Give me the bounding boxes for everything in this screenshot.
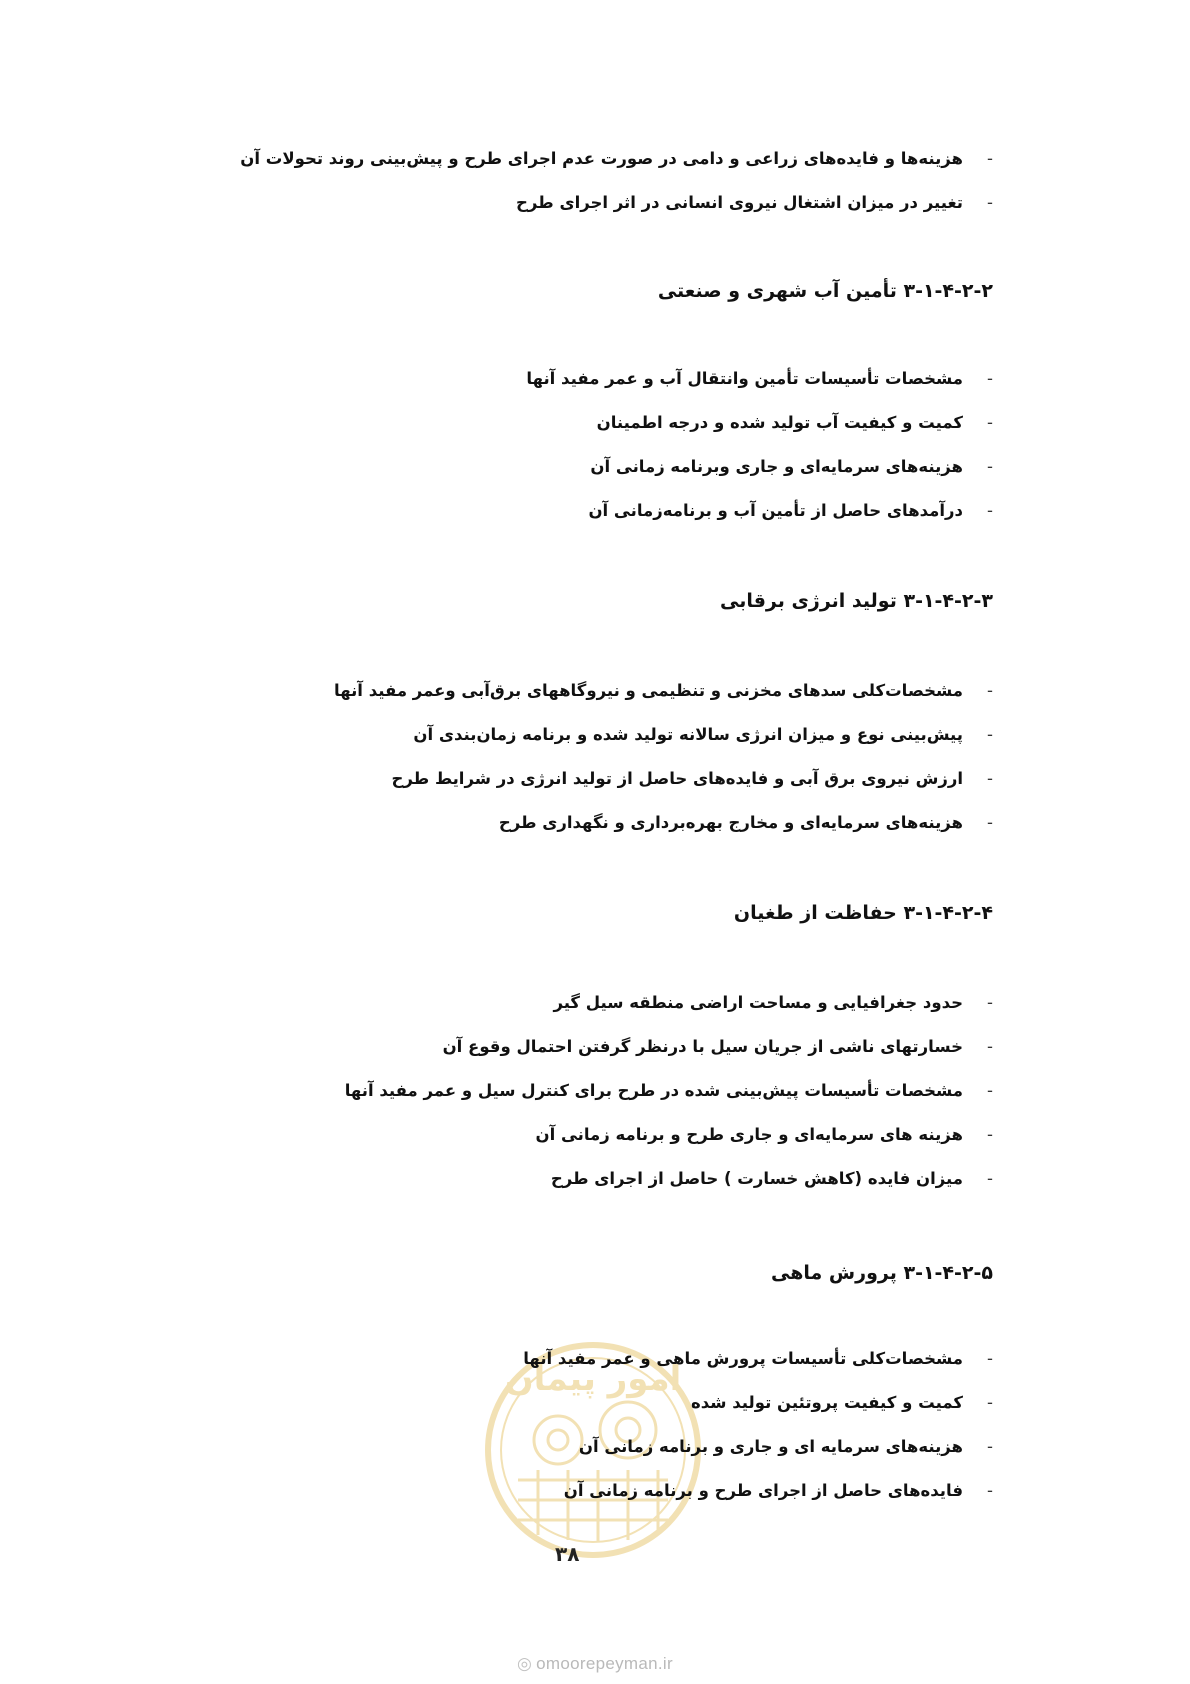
bullet-marker: -: [987, 1169, 993, 1188]
bullet-marker: -: [987, 813, 993, 832]
section-bullet-list: [526, 368, 993, 544]
bullet-text: مشخصات تأسیسات پیش‌بینی شده در طرح برای کنترل سیل و عمر مفید آنها: [344, 1081, 963, 1100]
bullet-marker: -: [987, 1349, 993, 1368]
bullet-marker: -: [987, 1481, 993, 1500]
bullet-marker: -: [987, 725, 993, 744]
bullet-text: تغییر در میزان اشتغال نیروی انسانی در اثر اجرای طرح: [516, 193, 963, 212]
bullet-marker: -: [987, 457, 993, 476]
list-item: [240, 192, 993, 214]
list-item: [523, 1348, 993, 1370]
footer-watermark: [0, 1654, 1190, 1674]
bullet-text: حدود جغرافیایی و مساحت اراضی منطقه سیل گیر: [553, 993, 963, 1012]
list-item: [526, 500, 993, 522]
list-item: [345, 1168, 993, 1190]
list-item: [345, 992, 993, 1014]
watermark-text: امور پیمان: [504, 1359, 682, 1399]
bullet-text: مشخصات‌کلی تأسیسات پرورش ماهی و عمر مفید آنها: [523, 1349, 963, 1368]
bullet-text: هزینه‌های سرمایه‌ای و جاری وبرنامه زمانی آن: [590, 457, 963, 476]
bullet-marker: -: [987, 993, 993, 1012]
bullet-text: میزان فایده (کاهش خسارت ) حاصل از اجرای طرح: [550, 1169, 963, 1188]
list-item: [526, 412, 993, 434]
list-item: [523, 1392, 993, 1414]
list-item: [526, 368, 993, 390]
section-bullet-list: [523, 1348, 993, 1524]
intro-bullet-list: [240, 148, 993, 236]
list-item: [345, 1036, 993, 1058]
instagram-icon: ◎: [517, 1654, 533, 1673]
bullet-marker: -: [987, 1393, 993, 1412]
list-item: [345, 1124, 993, 1146]
list-item: [526, 456, 993, 478]
section-heading: ۳-۱-۴-۲-۵ پرورش ماهی: [771, 1262, 993, 1284]
bullet-marker: -: [987, 193, 993, 212]
bullet-marker: -: [987, 1037, 993, 1056]
list-item: [334, 768, 993, 790]
bullet-text: مشخصات‌کلی سدهای مخزنی و تنظیمی و نیروگاههای برق‌آبی وعمر مفید آنها: [334, 681, 963, 700]
bullet-marker: -: [987, 1125, 993, 1144]
bullet-text: هزینه های سرمایه‌ای و جاری طرح و برنامه زمانی آن: [535, 1125, 963, 1144]
list-item: [523, 1436, 993, 1458]
section-bullet-list: [334, 680, 993, 856]
footer-site-text: omoorepeyman.ir: [536, 1654, 673, 1673]
bullet-text: ارزش نیروی برق آبی و فایده‌های حاصل از تولید انرژی در شرایط طرح: [391, 769, 963, 788]
bullet-marker: -: [987, 769, 993, 788]
page-number: ۳۸: [555, 1542, 580, 1566]
section-heading: ۳-۱-۴-۲-۳ تولید انرژی برقابی: [720, 590, 993, 612]
list-item: [345, 1080, 993, 1102]
list-item: [334, 724, 993, 746]
bullet-marker: -: [987, 369, 993, 388]
bullet-marker: -: [987, 501, 993, 520]
bullet-text: فایده‌های حاصل از اجرای طرح و برنامه زمانی آن: [563, 1481, 963, 1500]
section-heading: ۳-۱-۴-۲-۲ تأمین آب شهری و صنعتی: [657, 280, 993, 302]
bullet-marker: -: [987, 681, 993, 700]
bullet-marker: -: [987, 149, 993, 168]
list-item: [334, 812, 993, 834]
bullet-text: درآمدهای حاصل از تأمین آب و برنامه‌زمانی آن: [588, 501, 963, 520]
bullet-text: کمیت و کیفیت پروتئین تولید شده: [691, 1393, 963, 1412]
bullet-marker: -: [987, 413, 993, 432]
bullet-marker: -: [987, 1437, 993, 1456]
section-heading: ۳-۱-۴-۲-۴ حفاظت از طغیان: [733, 902, 993, 924]
list-item: [523, 1480, 993, 1502]
bullet-text: هزینه‌های سرمایه‌ای و مخارج بهره‌برداری و نگهداری طرح: [498, 813, 963, 832]
section-bullet-list: [345, 992, 993, 1212]
bullet-text: خسارتهای ناشی از جریان سیل با درنظر گرفتن احتمال وقوع آن: [442, 1037, 963, 1056]
bullet-text: هزینه‌ها و فایده‌های زراعی و دامی در صورت عدم اجرای طرح و پیش‌بینی روند تحولات آن: [240, 149, 963, 168]
list-item: [334, 680, 993, 702]
bullet-text: کمیت و کیفیت آب تولید شده و درجه اطمینان: [596, 413, 963, 432]
bullet-text: پیش‌بینی نوع و میزان انرژی سالانه تولید شده و برنامه زمان‌بندی آن: [413, 725, 963, 744]
bullet-text: مشخصات تأسیسات تأمین وانتقال آب و عمر مفید آنها: [526, 369, 963, 388]
list-item: [240, 148, 993, 170]
bullet-text: هزینه‌های سرمایه ای و جاری و برنامه زمانی آن: [578, 1437, 963, 1456]
bullet-marker: -: [987, 1081, 993, 1100]
